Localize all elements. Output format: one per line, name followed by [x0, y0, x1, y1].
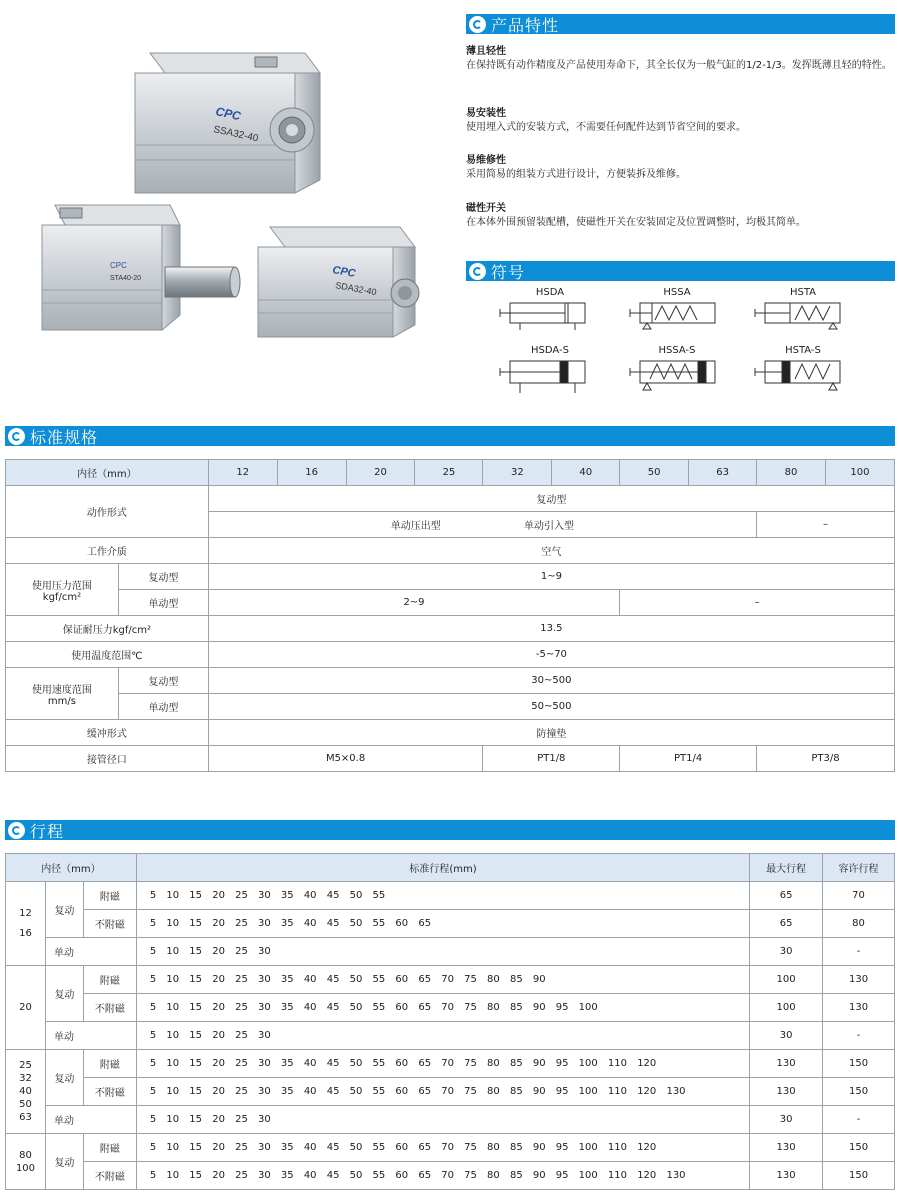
feature-heading: 易维修性 — [466, 155, 506, 166]
stroke-values: 5 10 15 20 25 30 35 40 45 50 55 60 65 70 75 80 85 90 95 100 110 120 130 — [136, 1162, 749, 1190]
stroke-max: 65 — [750, 882, 823, 910]
spec-pressure-double-label: 复动型 — [118, 564, 208, 590]
stroke-values: 5 10 15 20 25 30 35 40 45 50 55 60 65 70 75 80 85 90 95 100 110 120 130 — [136, 1078, 749, 1106]
stroke-single-text: 单动 — [53, 948, 74, 959]
cylinder-sta-brand: CPC — [110, 261, 127, 270]
stroke-max: 100 — [750, 966, 823, 994]
symbol-label: HSSA-S — [658, 345, 696, 356]
stroke-bore: 12 — [19, 907, 32, 919]
feature-heading: 薄且轻性 — [466, 46, 506, 57]
stroke-header — [5, 820, 895, 840]
spec-pressure-single-dash: – — [620, 590, 895, 616]
stroke-max: 65 — [750, 910, 823, 938]
table-row — [6, 1078, 895, 1106]
spec-pressure-double: 1~9 — [208, 564, 894, 590]
cylinder-sta — [42, 205, 240, 330]
feature-text: 在保持既有动作精度及产品使用寿命下，其全长仅为一般气缸的1/2-1/3。发挥既薄且轻的特性。 — [466, 60, 892, 71]
spec-port-pt14: PT1/4 — [620, 746, 757, 772]
stroke-double-label: 复动 — [45, 1134, 83, 1190]
symbol-label: HSDA — [535, 287, 565, 298]
spec-bore: 16 — [277, 460, 346, 486]
stroke-max: 130 — [750, 1134, 823, 1162]
spec-bore-label: 内径（mm） — [6, 460, 209, 486]
features-title: 产品特性 — [491, 15, 560, 35]
stroke-single-text: 单动 — [53, 1032, 74, 1043]
spec-row-port — [6, 746, 895, 772]
product-photo-cylinders — [30, 45, 430, 355]
table-row — [6, 882, 895, 910]
stroke-allow: 150 — [823, 1050, 895, 1078]
cylinder-sda-brand: CPC — [331, 264, 357, 280]
section-c-icon — [8, 428, 25, 445]
stroke-bore: 20 — [19, 1002, 32, 1013]
spec-row-pressure-single — [6, 590, 895, 616]
stroke-nomag-label: 不附磁 — [83, 1078, 136, 1106]
spec-row-speed-single — [6, 694, 895, 720]
stroke-values: 5 10 15 20 25 30 35 40 45 50 55 60 65 — [136, 910, 749, 938]
stroke-allow: - — [823, 938, 895, 966]
spec-pressure-single-label: 单动型 — [118, 590, 208, 616]
stroke-single-label — [45, 1022, 136, 1050]
stroke-allow: 150 — [823, 1162, 895, 1190]
spec-bore: 25 — [415, 460, 483, 486]
spec-medium-label: 工作介质 — [6, 538, 209, 564]
spec-pressure-title: 使用压力范围 — [31, 580, 92, 592]
stroke-header-row — [6, 854, 895, 882]
stroke-bore-cell — [6, 1134, 46, 1190]
stroke-std-header: 标准行程(mm) — [136, 854, 749, 882]
stroke-title: 行程 — [30, 821, 65, 841]
stroke-max: 30 — [750, 1106, 823, 1134]
spec-bore: 63 — [689, 460, 757, 486]
stroke-max: 100 — [750, 994, 823, 1022]
stroke-bore: 63 — [19, 1112, 32, 1123]
spec-action-single — [208, 512, 756, 538]
stroke-mag-label: 附磁 — [83, 966, 136, 994]
stroke-nomag-label: 不附磁 — [83, 1162, 136, 1190]
stroke-bore-header: 内径（mm） — [6, 854, 137, 882]
stroke-bore: 25 — [19, 1060, 32, 1071]
feature-text: 采用简易的组装方式进行设计，方便装拆及维修。 — [466, 169, 686, 180]
stroke-mag-label: 附磁 — [83, 882, 136, 910]
cylinder-ssa-brand: CPC — [214, 104, 243, 124]
spec-proof: 13.5 — [208, 616, 894, 642]
features-header — [466, 14, 895, 34]
spec-speed-label — [6, 668, 119, 720]
stroke-allow: 150 — [823, 1134, 895, 1162]
cylinder-sda-model: SDA32-40 — [334, 280, 378, 298]
spec-bore: 12 — [208, 460, 277, 486]
cylinder-sta-model: STA40-20 — [110, 275, 141, 282]
spec-row-speed — [6, 668, 895, 694]
spec-temp-label: 使用温度范围℃ — [6, 642, 209, 668]
spec-speed-single: 50~500 — [208, 694, 894, 720]
stroke-values: 5 10 15 20 25 30 35 40 45 50 55 60 65 70 75 80 85 90 — [136, 966, 749, 994]
stroke-values: 5 10 15 20 25 30 — [136, 1022, 749, 1050]
symbols-header — [466, 261, 895, 281]
stroke-allow: 130 — [823, 994, 895, 1022]
stroke-allow: 80 — [823, 910, 895, 938]
spec-bore: 80 — [757, 460, 826, 486]
spec-port-label: 接管径口 — [6, 746, 209, 772]
stroke-bore: 80 — [19, 1149, 32, 1161]
spec-port-pt38: PT3/8 — [757, 746, 895, 772]
stroke-single-label — [45, 938, 136, 966]
spec-row-temp — [6, 642, 895, 668]
spec-bore: 50 — [620, 460, 689, 486]
stroke-bore-cell — [6, 966, 46, 1050]
symbol-hsda — [500, 303, 585, 330]
stroke-max-header: 最大行程 — [750, 854, 823, 882]
feature-heading: 易安装性 — [466, 108, 506, 119]
stroke-max: 30 — [750, 1022, 823, 1050]
stroke-values: 5 10 15 20 25 30 — [136, 1106, 749, 1134]
stroke-single-text: 单动 — [53, 1116, 74, 1127]
spec-speed-title: 使用速度范围 — [31, 684, 92, 696]
stroke-bore: 32 — [19, 1073, 32, 1084]
stroke-allow: 150 — [823, 1078, 895, 1106]
symbol-label: HSTA-S — [785, 345, 821, 356]
stroke-bore: 100 — [15, 1162, 36, 1174]
stroke-bore: 40 — [19, 1086, 32, 1097]
feature-text: 在本体外围预留装配槽，使磁性开关在安装固定及位置调整时，均极其简单。 — [466, 217, 806, 228]
spec-temp: -5~70 — [208, 642, 894, 668]
spec-header — [5, 426, 895, 446]
spec-header-row — [6, 460, 895, 486]
spec-bore: 32 — [483, 460, 552, 486]
stroke-mag-label: 附磁 — [83, 1050, 136, 1078]
spec-speed-double: 30~500 — [208, 668, 894, 694]
table-row — [6, 994, 895, 1022]
table-row — [6, 1050, 895, 1078]
spec-pressure-unit: kgf/cm² — [42, 591, 82, 603]
feature-text: 使用埋入式的安装方式，不需要任何配件达到节省空间的要求。 — [466, 122, 746, 133]
symbol-hsda-s — [500, 361, 585, 393]
spec-action-label: 动作形式 — [6, 486, 209, 538]
stroke-allow: 70 — [823, 882, 895, 910]
spec-speed-double-label: 复动型 — [118, 668, 208, 694]
spec-title: 标准规格 — [30, 427, 99, 447]
spec-action-double: 复动型 — [208, 486, 894, 512]
symbol-hsta — [755, 303, 840, 329]
spec-bore: 40 — [552, 460, 620, 486]
table-row — [6, 1162, 895, 1190]
spec-action-single-pull: 单动引入型 — [524, 521, 574, 532]
table-row — [6, 1022, 895, 1050]
stroke-values: 5 10 15 20 25 30 — [136, 938, 749, 966]
symbol-hssa-s — [630, 361, 715, 390]
symbol-hssa — [630, 303, 715, 329]
spec-port-pt18: PT1/8 — [483, 746, 620, 772]
stroke-double-label: 复动 — [45, 1050, 83, 1106]
symbol-label: HSTA — [789, 287, 817, 298]
stroke-values: 5 10 15 20 25 30 35 40 45 50 55 60 65 70 75 80 85 90 95 100 110 120 — [136, 1050, 749, 1078]
stroke-double-label: 复动 — [45, 882, 83, 938]
feature-heading: 磁性开关 — [466, 203, 506, 214]
stroke-mag-label: 附磁 — [83, 1134, 136, 1162]
stroke-max: 130 — [750, 1078, 823, 1106]
symbols-title: 符号 — [491, 262, 526, 282]
stroke-bore-cell — [6, 1050, 46, 1134]
stroke-max: 130 — [750, 1162, 823, 1190]
cylinder-ssa — [135, 53, 320, 193]
spec-row-proof — [6, 616, 895, 642]
spec-row-medium — [6, 538, 895, 564]
spec-cushion-label: 缓冲形式 — [6, 720, 209, 746]
symbol-diagrams — [490, 298, 850, 403]
stroke-bore: 16 — [19, 927, 32, 939]
symbol-hsta-s — [755, 361, 840, 390]
symbol-label: HSSA — [663, 287, 691, 298]
symbol-label: HSDA-S — [531, 345, 569, 356]
stroke-allow: 130 — [823, 966, 895, 994]
stroke-table — [5, 853, 895, 1190]
section-c-icon — [8, 822, 25, 839]
section-c-icon — [469, 263, 486, 280]
table-row — [6, 1106, 895, 1134]
spec-bore: 20 — [346, 460, 415, 486]
table-row — [6, 910, 895, 938]
section-c-icon — [469, 16, 486, 33]
spec-medium: 空气 — [208, 538, 894, 564]
stroke-single-label — [45, 1106, 136, 1134]
spec-action-dash: – — [757, 512, 895, 538]
spec-pressure-single: 2~9 — [208, 590, 619, 616]
stroke-values: 5 10 15 20 25 30 35 40 45 50 55 — [136, 882, 749, 910]
spec-row-action — [6, 486, 895, 512]
stroke-nomag-label: 不附磁 — [83, 994, 136, 1022]
spec-row-pressure — [6, 564, 895, 590]
spec-speed-single-label: 单动型 — [118, 694, 208, 720]
spec-speed-unit: mm/s — [47, 695, 76, 707]
spec-port-m5: M5×0.8 — [208, 746, 483, 772]
spec-pressure-label — [6, 564, 119, 616]
stroke-values: 5 10 15 20 25 30 35 40 45 50 55 60 65 70 75 80 85 90 95 100 110 120 — [136, 1134, 749, 1162]
spec-table — [5, 459, 895, 772]
spec-row-cushion — [6, 720, 895, 746]
stroke-max: 130 — [750, 1050, 823, 1078]
stroke-nomag-label: 不附磁 — [83, 910, 136, 938]
table-row — [6, 938, 895, 966]
spec-action-single-push: 单动压出型 — [390, 521, 441, 532]
table-row — [6, 966, 895, 994]
cylinder-sda — [258, 227, 419, 337]
stroke-max: 30 — [750, 938, 823, 966]
stroke-values: 5 10 15 20 25 30 35 40 45 50 55 60 65 70 75 80 85 90 95 100 — [136, 994, 749, 1022]
stroke-allow: - — [823, 1022, 895, 1050]
stroke-bore: 50 — [19, 1099, 32, 1110]
stroke-allow-header: 容许行程 — [823, 854, 895, 882]
stroke-allow: - — [823, 1106, 895, 1134]
spec-bore: 100 — [825, 460, 894, 486]
stroke-bore-cell — [6, 882, 46, 966]
stroke-double-label: 复动 — [45, 966, 83, 1022]
cylinder-ssa-model: SSA32-40 — [212, 124, 260, 145]
spec-cushion: 防撞垫 — [208, 720, 894, 746]
spec-proof-label: 保证耐压力kgf/cm² — [6, 616, 209, 642]
table-row — [6, 1134, 895, 1162]
